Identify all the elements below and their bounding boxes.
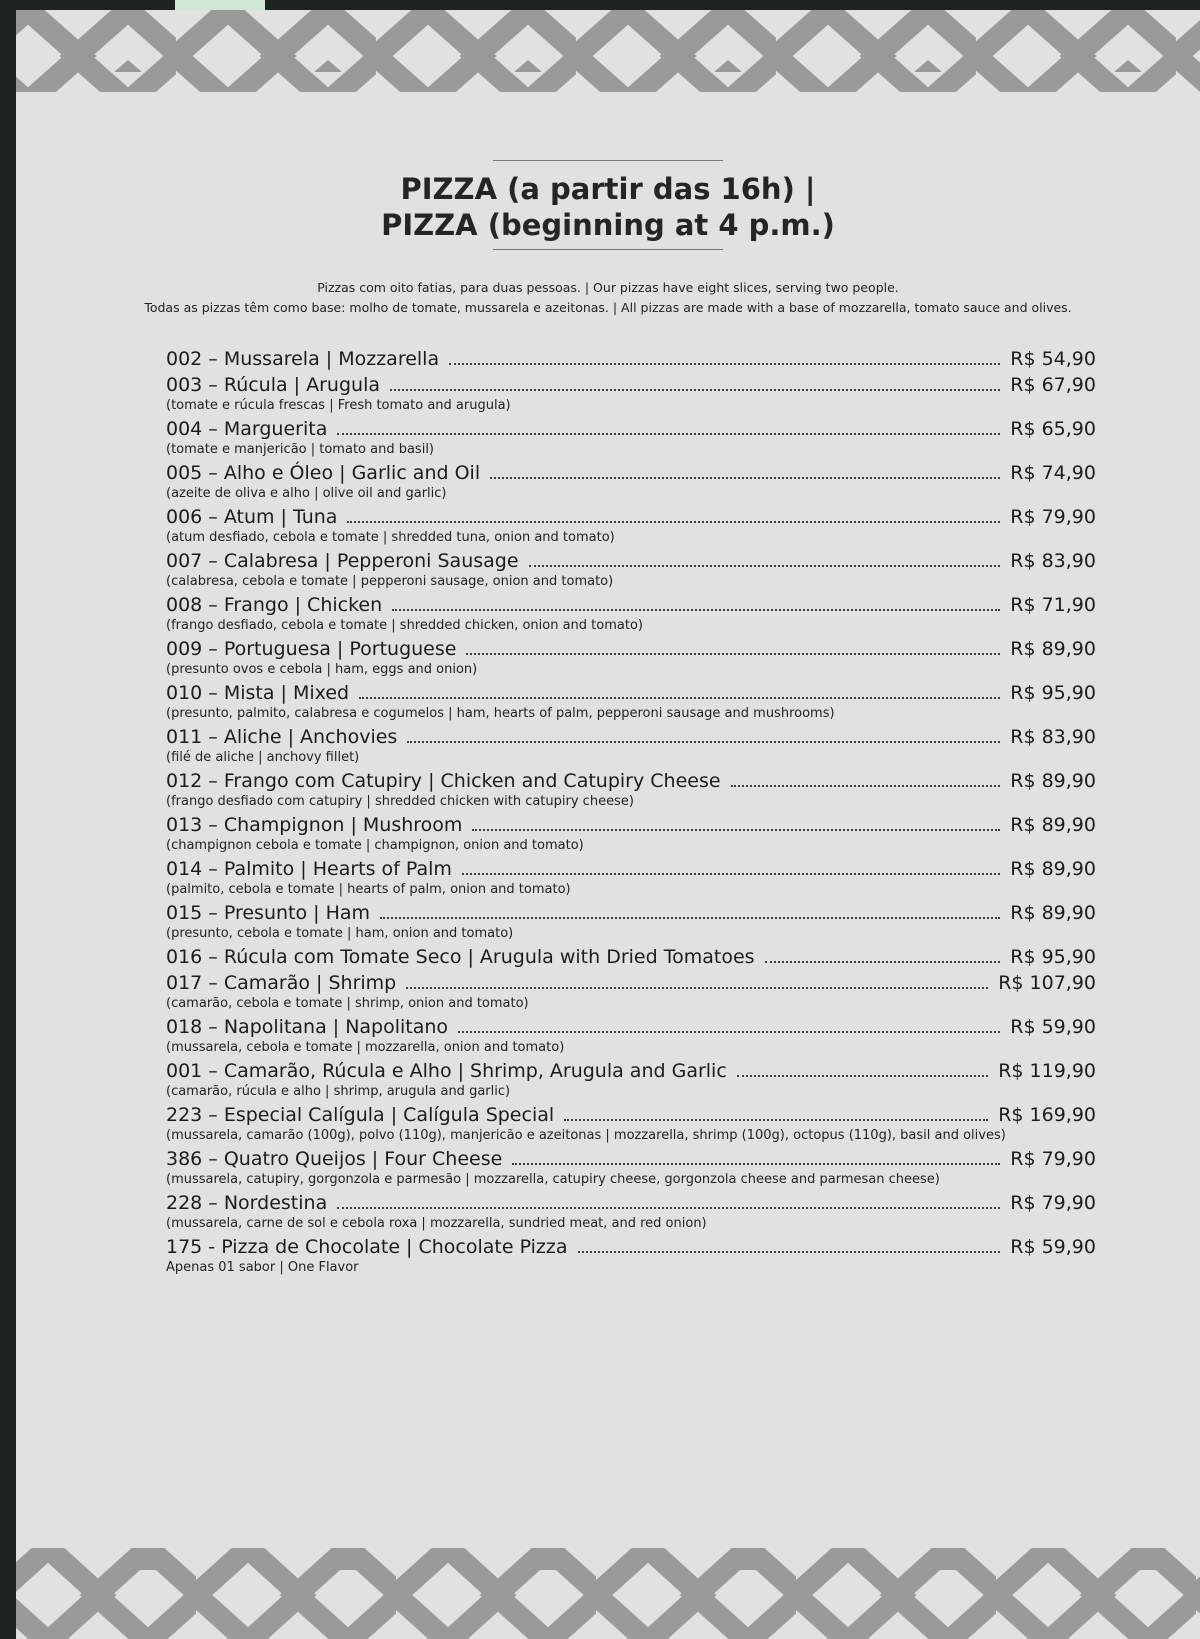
menu-item-description: (presunto, palmito, calabresa e cogumelos | ham, hearts of palm, pepperoni sausage and mushrooms) xyxy=(166,706,835,721)
menu-header xyxy=(16,160,1200,250)
menu-item-description: (presunto ovos e cebola | ham, eggs and onion) xyxy=(166,662,478,677)
menu-item-row xyxy=(166,972,1096,994)
menu-item xyxy=(166,946,1096,968)
menu-item-name: 003 – Rúcula | Arugula xyxy=(166,374,381,396)
menu-item-name: 018 – Napolitana | Napolitano xyxy=(166,1016,449,1038)
menu-item-price: R$ 67,90 xyxy=(1010,374,1096,396)
menu-item-description: (mussarela, cebola e tomate | mozzarella, onion and tomato) xyxy=(166,1040,565,1055)
menu-item-name: 009 – Portuguesa | Portuguese xyxy=(166,638,457,660)
menu-item-description: (champignon cebola e tomate | champignon, onion and tomato) xyxy=(166,838,584,853)
menu-item xyxy=(166,638,1096,678)
dot-leader xyxy=(737,1074,988,1077)
menu-item-name: 014 – Palmito | Hearts of Palm xyxy=(166,858,452,880)
menu-item xyxy=(166,858,1096,898)
menu-item-row xyxy=(166,1104,1096,1126)
menu-item-price: R$ 119,90 xyxy=(998,1060,1096,1082)
menu-item xyxy=(166,348,1096,370)
menu-item-row xyxy=(166,1236,1096,1258)
menu-item-price: R$ 79,90 xyxy=(1010,1148,1096,1170)
menu-item-description: (tomate e manjericão | tomato and basil) xyxy=(166,442,434,457)
menu-item-row xyxy=(166,1016,1096,1038)
menu-item-price: R$ 65,90 xyxy=(1010,418,1096,440)
menu-item-row xyxy=(166,462,1096,484)
dot-leader xyxy=(390,388,1000,391)
dot-leader xyxy=(578,1250,1001,1253)
menu-item-price: R$ 107,90 xyxy=(998,972,1096,994)
dot-leader xyxy=(407,740,1000,743)
menu-item-name: 007 – Calabresa | Pepperoni Sausage xyxy=(166,550,519,572)
menu-item-name: 008 – Frango | Chicken xyxy=(166,594,383,616)
menu-item-price: R$ 95,90 xyxy=(1010,946,1096,968)
dot-leader xyxy=(406,986,988,989)
dot-leader xyxy=(512,1162,1000,1165)
menu-item-price: R$ 89,90 xyxy=(1010,814,1096,836)
menu-item-row xyxy=(166,682,1096,704)
menu-item-name: 002 – Mussarela | Mozzarella xyxy=(166,348,440,370)
menu-item-row xyxy=(166,770,1096,792)
dot-leader xyxy=(380,916,1000,919)
menu-item-row xyxy=(166,506,1096,528)
menu-item xyxy=(166,506,1096,546)
menu-item-row xyxy=(166,348,1096,370)
menu-item-description: (atum desfiado, cebola e tomate | shredded tuna, onion and tomato) xyxy=(166,530,615,545)
menu-item-price: R$ 79,90 xyxy=(1010,1192,1096,1214)
menu-item-name: 223 – Especial Calígula | Calígula Special xyxy=(166,1104,555,1126)
menu-item-price: R$ 89,90 xyxy=(1010,638,1096,660)
menu-item xyxy=(166,1148,1096,1188)
dot-leader xyxy=(462,872,1000,875)
menu-item xyxy=(166,594,1096,634)
menu-item-price: R$ 89,90 xyxy=(1010,902,1096,924)
menu-item xyxy=(166,726,1096,766)
menu-item-price: R$ 54,90 xyxy=(1010,348,1096,370)
menu-item-name: 017 – Camarão | Shrimp xyxy=(166,972,397,994)
menu-item xyxy=(166,1060,1096,1100)
menu-item xyxy=(166,374,1096,414)
dot-leader xyxy=(490,476,1000,479)
dot-leader xyxy=(458,1030,1000,1033)
menu-item-row xyxy=(166,638,1096,660)
menu-item-price: R$ 79,90 xyxy=(1010,506,1096,528)
menu-item-description: (calabresa, cebola e tomate | pepperoni sausage, onion and tomato) xyxy=(166,574,614,589)
menu-item-description: (frango desfiado, cebola e tomate | shredded chicken, onion and tomato) xyxy=(166,618,643,633)
menu-item xyxy=(166,1016,1096,1056)
dot-leader xyxy=(564,1118,988,1121)
menu-item-price: R$ 83,90 xyxy=(1010,726,1096,748)
menu-item-name: 005 – Alho e Óleo | Garlic and Oil xyxy=(166,462,481,484)
menu-item-row xyxy=(166,946,1096,968)
menu-item xyxy=(166,682,1096,722)
menu-item-row xyxy=(166,1148,1096,1170)
menu-item-price: R$ 169,90 xyxy=(998,1104,1096,1126)
menu-item xyxy=(166,462,1096,502)
header-rule-bottom xyxy=(493,249,723,250)
decorative-border-bottom xyxy=(16,1540,1200,1639)
menu-item-description: (camarão, cebola e tomate | shrimp, onion and tomato) xyxy=(166,996,529,1011)
menu-item-name: 006 – Atum | Tuna xyxy=(166,506,338,528)
menu-item-description: Apenas 01 sabor | One Flavor xyxy=(166,1260,359,1275)
menu-page xyxy=(16,10,1200,1639)
decorative-border-top xyxy=(16,10,1200,102)
menu-item-price: R$ 74,90 xyxy=(1010,462,1096,484)
title-portuguese: PIZZA (a partir das 16h) | xyxy=(400,172,816,206)
menu-item-description: (mussarela, camarão (100g), polvo (110g), manjericão e azeitonas | mozzarella, shrimp (100g), octopus (110g), basil and olives) xyxy=(166,1128,1006,1143)
intro-line-2: Todas as pizzas têm como base: molho de tomate, mussarela e azeitonas. | All pizzas are made with a base of mozzarella, tomato sauce and olives. xyxy=(144,300,1072,315)
menu-item xyxy=(166,902,1096,942)
menu-item xyxy=(166,770,1096,810)
menu-item-name: 175 - Pizza de Chocolate | Chocolate Pizza xyxy=(166,1236,568,1258)
dot-leader xyxy=(347,520,1000,523)
menu-item xyxy=(166,972,1096,1012)
dot-leader xyxy=(472,828,1000,831)
dot-leader xyxy=(466,652,1000,655)
dot-leader xyxy=(337,1206,1000,1209)
menu-item-description: (frango desfiado com catupiry | shredded chicken with catupiry cheese) xyxy=(166,794,634,809)
dot-leader xyxy=(359,696,1000,699)
menu-item-price: R$ 83,90 xyxy=(1010,550,1096,572)
menu-item xyxy=(166,1236,1096,1276)
dot-leader xyxy=(765,960,1001,963)
menu-item-description: (azeite de oliva e alho | olive oil and garlic) xyxy=(166,486,447,501)
menu-item-name: 016 – Rúcula com Tomate Seco | Arugula with Dried Tomatoes xyxy=(166,946,755,968)
intro-line-1: Pizzas com oito fatias, para duas pessoas. | Our pizzas have eight slices, serving two people. xyxy=(317,280,899,295)
dot-leader xyxy=(337,432,1000,435)
menu-item-row xyxy=(166,418,1096,440)
menu-item-description: (mussarela, carne de sol e cebola roxa | mozzarella, sundried meat, and red onion) xyxy=(166,1216,707,1231)
menu-item-name: 012 – Frango com Catupiry | Chicken and Catupiry Cheese xyxy=(166,770,721,792)
title-english: PIZZA (beginning at 4 p.m.) xyxy=(381,208,835,242)
menu-item-name: 001 – Camarão, Rúcula e Alho | Shrimp, Arugula and Garlic xyxy=(166,1060,727,1082)
menu-item-name: 386 – Quatro Queijos | Four Cheese xyxy=(166,1148,503,1170)
menu-item-name: 013 – Champignon | Mushroom xyxy=(166,814,463,836)
menu-item-name: 228 – Nordestina xyxy=(166,1192,328,1214)
menu-item-description: (tomate e rúcula frescas | Fresh tomato and arugula) xyxy=(166,398,511,413)
menu-item-row xyxy=(166,814,1096,836)
menu-item-description: (filé de aliche | anchovy fillet) xyxy=(166,750,360,765)
menu-item xyxy=(166,550,1096,590)
header-rule-top xyxy=(493,160,723,161)
pizza-menu-list xyxy=(166,348,1096,1280)
menu-item-price: R$ 71,90 xyxy=(1010,594,1096,616)
menu-item-price: R$ 89,90 xyxy=(1010,770,1096,792)
menu-item-price: R$ 59,90 xyxy=(1010,1016,1096,1038)
menu-item-name: 004 – Marguerita xyxy=(166,418,328,440)
menu-item-row xyxy=(166,902,1096,924)
menu-item-row xyxy=(166,374,1096,396)
menu-item-description: (palmito, cebola e tomate | hearts of palm, onion and tomato) xyxy=(166,882,571,897)
menu-item-price: R$ 95,90 xyxy=(1010,682,1096,704)
menu-item-price: R$ 89,90 xyxy=(1010,858,1096,880)
menu-item-price: R$ 59,90 xyxy=(1010,1236,1096,1258)
menu-item-row xyxy=(166,858,1096,880)
dot-leader xyxy=(731,784,1001,787)
dot-leader xyxy=(529,564,1001,567)
menu-item-row xyxy=(166,550,1096,572)
menu-item-name: 015 – Presunto | Ham xyxy=(166,902,371,924)
intro-text xyxy=(16,278,1200,318)
menu-item-description: (camarão, rúcula e alho | shrimp, arugula and garlic) xyxy=(166,1084,511,1099)
menu-item-row xyxy=(166,594,1096,616)
menu-item xyxy=(166,418,1096,458)
menu-item-description: (mussarela, catupiry, gorgonzola e parmesão | mozzarella, catupiry cheese, gorgonzola cheese and parmesan cheese) xyxy=(166,1172,940,1187)
menu-item-description: (presunto, cebola e tomate | ham, onion and tomato) xyxy=(166,926,514,941)
menu-item-row xyxy=(166,1060,1096,1082)
menu-item-name: 011 – Aliche | Anchovies xyxy=(166,726,398,748)
menu-item xyxy=(166,1104,1096,1144)
menu-item-row xyxy=(166,1192,1096,1214)
menu-item xyxy=(166,1192,1096,1232)
dot-leader xyxy=(392,608,1000,611)
menu-item-row xyxy=(166,726,1096,748)
dot-leader xyxy=(449,362,1000,365)
menu-item xyxy=(166,814,1096,854)
menu-item-name: 010 – Mista | Mixed xyxy=(166,682,350,704)
